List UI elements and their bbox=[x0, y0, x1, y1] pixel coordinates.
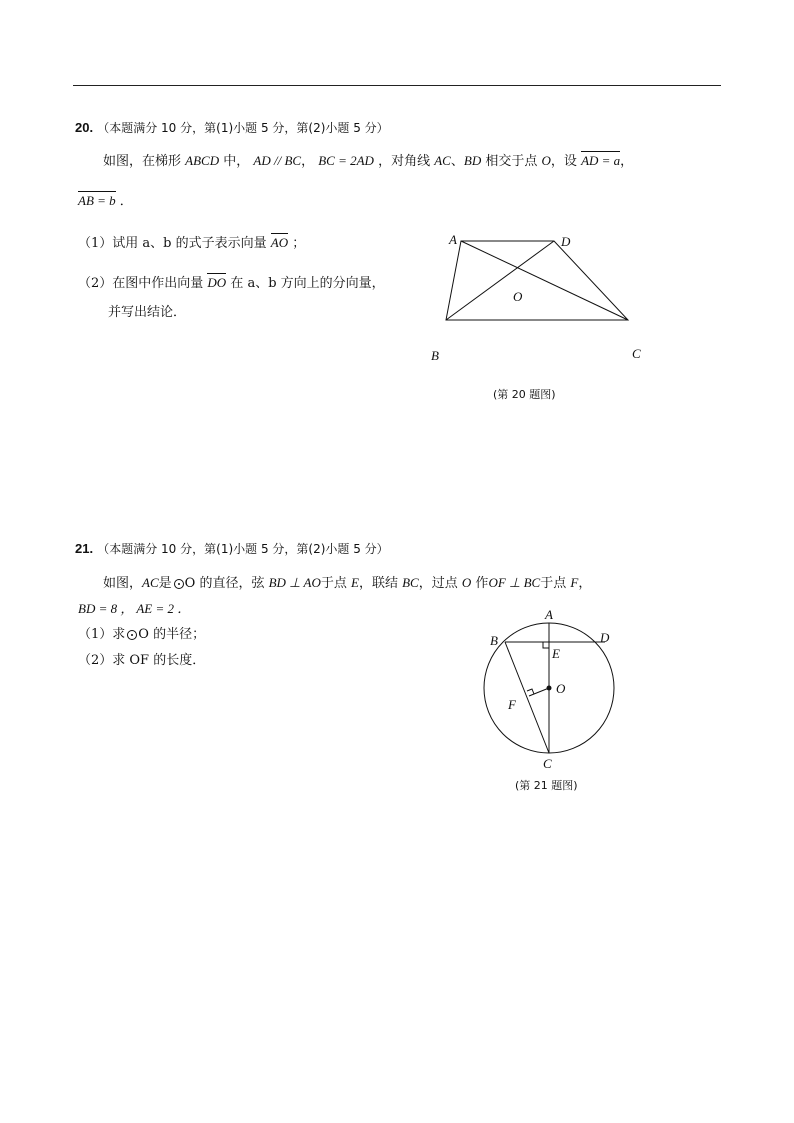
q20-vector-ao: AO bbox=[270, 235, 289, 250]
q20-vector-ad: AD = a bbox=[581, 153, 621, 168]
q21-text-i: ， bbox=[578, 576, 592, 591]
q21-part1-text-a: （1）求 bbox=[78, 627, 126, 642]
q21-number: 21 bbox=[75, 541, 90, 556]
q20-part1 bbox=[78, 235, 305, 252]
q21-text-b: 是 bbox=[158, 576, 172, 591]
q21-point-o: O bbox=[461, 575, 472, 590]
q20-part1-end: ； bbox=[292, 236, 306, 251]
q20-vector-do: DO bbox=[207, 275, 227, 290]
q20-intro-text-2: 中， bbox=[223, 154, 250, 169]
q20-header: 20. （本题满分 10 分，第(1)小题 5 分，第(2)小题 5 分） bbox=[75, 120, 389, 135]
q21-header: 21. （本题满分 10 分，第(1)小题 5 分，第(2)小题 5 分） bbox=[75, 541, 389, 556]
q21-bd-perp: BD ⊥ AO bbox=[268, 575, 321, 590]
q20-ac: AC bbox=[434, 153, 451, 168]
q21-intro bbox=[103, 575, 591, 592]
label-b: B bbox=[431, 348, 439, 363]
q21-point-f: F bbox=[570, 575, 579, 590]
q21-figure-circle bbox=[470, 603, 630, 798]
q20-intro: 如图，在梯形 ABCD 中， AD // BC， BC = 2AD ，对角线 AC、BD 相交于点 O，设 AD = a， bbox=[103, 153, 634, 169]
q20-number: 20 bbox=[75, 120, 90, 135]
q21-text-d: 于点 bbox=[320, 576, 347, 591]
q20-intro-text-3: ，对角线 bbox=[378, 154, 431, 169]
q21-text-h: 于点 bbox=[540, 576, 567, 591]
q21-part1-text-b: O 的半径； bbox=[138, 627, 206, 642]
q20-intro-text-4: 相交于点 bbox=[485, 154, 538, 169]
q21-caption: (第 21 题图) bbox=[515, 779, 578, 792]
label-d: D bbox=[600, 630, 610, 645]
circle-dot-icon bbox=[174, 579, 184, 589]
q20-header-note: （本题满分 10 分，第(1)小题 5 分，第(2)小题 5 分） bbox=[97, 121, 389, 135]
q20-point-o: O bbox=[541, 153, 551, 168]
q20-part2-line2: 并写出结论． bbox=[108, 305, 187, 320]
q21-text-f: ，过点 bbox=[418, 576, 458, 591]
header-rule bbox=[73, 85, 721, 86]
label-d: D bbox=[561, 234, 571, 249]
right-angle-f bbox=[527, 689, 534, 694]
label-o: O bbox=[513, 289, 523, 304]
q20-intro-text-1: 如图，在梯形 bbox=[103, 154, 182, 169]
label-c: C bbox=[543, 756, 552, 771]
q20-part2 bbox=[78, 275, 385, 292]
q21-point-e: E bbox=[351, 575, 359, 590]
label-c: C bbox=[632, 346, 641, 361]
label-e: E bbox=[552, 646, 560, 661]
q21-part2: （2）求 OF 的长度． bbox=[78, 653, 206, 668]
right-angle-e bbox=[543, 642, 549, 648]
q21-part1 bbox=[78, 627, 205, 643]
q20-parallel: AD // BC bbox=[253, 153, 302, 168]
q20-part1-text: （1）试用 a、b 的式子表示向量 bbox=[78, 236, 267, 251]
q21-ac: AC bbox=[142, 575, 159, 590]
label-a: A bbox=[545, 607, 553, 622]
diagonal-ac bbox=[461, 241, 628, 320]
q20-figure-trapezoid bbox=[420, 225, 660, 410]
q21-of-perp: OF ⊥ BC bbox=[488, 575, 541, 590]
q20-part2-rest: 在 a、b 方向上的分向量， bbox=[230, 276, 385, 291]
q21-bc: BC bbox=[402, 575, 419, 590]
circle-dot-icon bbox=[127, 630, 137, 640]
q20-sep: 、 bbox=[450, 154, 464, 169]
center-dot bbox=[547, 686, 552, 691]
q20-caption: (第 20 题图) bbox=[493, 388, 556, 401]
q20-part2-text: （2）在图中作出向量 bbox=[78, 276, 204, 291]
q21-text-a: 如图， bbox=[103, 576, 143, 591]
q20-trapezoid-name: ABCD bbox=[185, 153, 220, 168]
q20-intro-text-5: ，设 bbox=[550, 154, 577, 169]
q20-bc-eq: BC = 2AD bbox=[318, 153, 374, 168]
q21-header-note: （本题满分 10 分，第(1)小题 5 分，第(2)小题 5 分） bbox=[97, 542, 389, 556]
label-f: F bbox=[508, 697, 516, 712]
label-b: B bbox=[490, 633, 498, 648]
label-a: A bbox=[449, 232, 457, 247]
label-o: O bbox=[556, 681, 566, 696]
q21-text-c: O 的直径，弦 bbox=[184, 576, 265, 591]
q20-bd: BD bbox=[463, 153, 482, 168]
q20-line2: AB = b ． bbox=[78, 193, 133, 209]
q21-conditions: BD = 8 ， AE = 2 ． bbox=[78, 601, 191, 616]
q21-text-g: 作 bbox=[475, 576, 489, 591]
diagonal-bd bbox=[446, 241, 554, 320]
q20-vector-ab: AB = b bbox=[78, 193, 116, 208]
q21-text-e: ，联结 bbox=[358, 576, 398, 591]
